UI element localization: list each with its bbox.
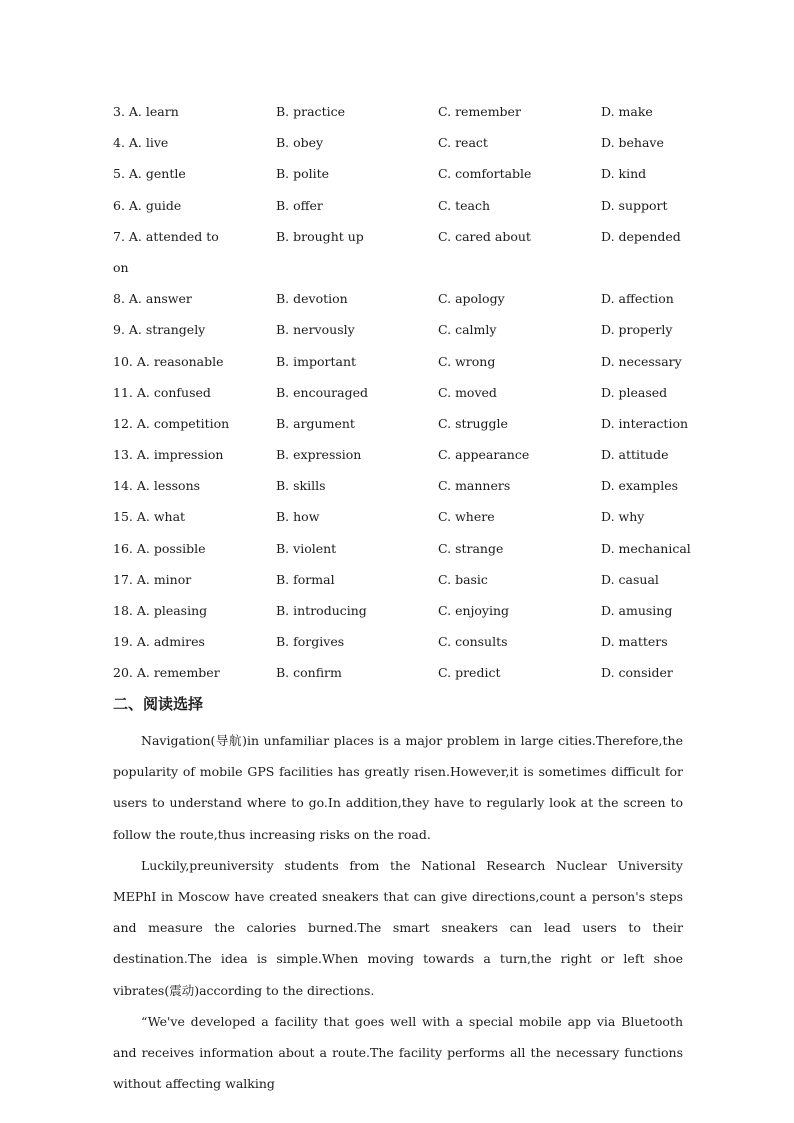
option-b: B. obey (276, 135, 324, 151)
option-d: D. pleased (601, 384, 668, 400)
option-b: B. confirm (276, 665, 342, 681)
question-row-9 (113, 319, 713, 350)
option-c: C. where (438, 509, 495, 525)
option-d: D. examples (601, 478, 679, 494)
option-c: C. react (438, 135, 488, 151)
option-a: 16. A. possible (113, 540, 206, 556)
option-b: B. encouraged (276, 384, 368, 400)
option-a: 8. A. answer (113, 291, 192, 307)
option-c: C. comfortable (438, 166, 532, 182)
option-d: D. depended (601, 228, 681, 244)
option-d-continuation: on (113, 259, 129, 275)
passage-paragraph: Luckily,preuniversity students from the National Research Nuclear University MEPhI in Moscow have created sneakers that can give directions,count a person's steps and measure the calories burned.The smart sneakers can lead users to their destination.The idea is simple.When moving towards a turn,the right or left shoe vibrates(震动)according to the directions. (113, 857, 683, 998)
option-d: D. why (601, 509, 645, 525)
option-b: B. polite (276, 166, 330, 182)
option-d: D. consider (601, 665, 673, 681)
option-c: C. manners (438, 478, 511, 494)
option-d: D. casual (601, 571, 659, 587)
option-a: 11. A. confused (113, 384, 211, 400)
option-c: C. cared about (438, 228, 531, 244)
option-c: C. calmly (438, 322, 497, 338)
option-c: C. teach (438, 197, 490, 213)
question-row-7 (113, 226, 713, 288)
option-b: B. how (276, 509, 320, 525)
question-row-4 (113, 132, 713, 163)
option-b: B. offer (276, 197, 323, 213)
option-c: C. remember (438, 104, 521, 119)
option-d: D. interaction (601, 415, 689, 431)
question-row-19 (113, 631, 713, 662)
option-c: C. struggle (438, 415, 508, 431)
option-a: 9. A. strangely (113, 322, 206, 338)
option-b: B. expression (276, 447, 362, 463)
answer-options-list (113, 101, 713, 694)
option-b: B. introducing (276, 603, 367, 619)
option-a: 18. A. pleasing (113, 603, 208, 619)
option-c: C. apology (438, 291, 505, 307)
question-row-11 (113, 382, 713, 413)
question-row-20 (113, 662, 713, 693)
option-b: B. formal (276, 571, 335, 587)
question-row-5 (113, 163, 713, 194)
question-row-14 (113, 475, 713, 506)
question-row-15 (113, 506, 713, 537)
option-c: C. appearance (438, 447, 530, 463)
question-row-8 (113, 288, 713, 319)
option-a: 10. A. reasonable (113, 353, 224, 369)
question-row-13 (113, 444, 713, 475)
option-d: D. properly (601, 322, 673, 338)
question-row-10 (113, 351, 713, 382)
option-b: B. important (276, 353, 357, 369)
question-row-16 (113, 538, 713, 569)
option-a: 5. A. gentle (113, 166, 186, 182)
option-a: 7. A. attended to (113, 228, 219, 244)
option-b: B. brought up (276, 228, 364, 244)
option-a: 12. A. competition (113, 415, 230, 431)
option-a: 6. A. guide (113, 197, 182, 213)
question-row-3 (113, 101, 713, 132)
option-b: B. violent (276, 540, 337, 556)
question-row-6 (113, 195, 713, 226)
option-b: B. skills (276, 478, 326, 494)
option-d: D. necessary (601, 353, 682, 369)
question-row-17 (113, 569, 713, 600)
option-d: D. mechanical (601, 540, 691, 556)
option-a: 17. A. minor (113, 571, 192, 587)
section-heading: 二、阅读选择 (113, 695, 204, 713)
option-b: B. argument (276, 415, 355, 431)
option-d: D. make (601, 104, 653, 119)
option-d: D. attitude (601, 447, 669, 463)
option-a: 20. A. remember (113, 665, 220, 681)
option-d: D. kind (601, 166, 647, 182)
option-c: C. strange (438, 540, 504, 556)
reading-passage (113, 725, 683, 1099)
passage-paragraph: “We've developed a facility that goes well with a special mobile app via Bluetooth and receives information about a route.The facility performs all the necessary functions without affecting walking (113, 1013, 683, 1092)
option-d: D. matters (601, 634, 668, 650)
option-d: D. affection (601, 291, 674, 307)
option-d: D. support (601, 197, 668, 213)
option-c: C. moved (438, 384, 497, 400)
option-c: C. basic (438, 571, 488, 587)
option-d: D. amusing (601, 603, 673, 619)
option-c: C. wrong (438, 353, 496, 369)
option-d: D. behave (601, 135, 664, 151)
option-b: B. nervously (276, 322, 355, 338)
passage-paragraph: Navigation(导航)in unfamiliar places is a major problem in large cities.Therefore,the popularity of mobile GPS facilities has greatly risen.However,it is sometimes difficult for users to understand where to go.In addition,they have to regularly look at the screen to follow the route,thus increasing risks on the road. (113, 733, 683, 842)
option-a: 3. A. learn (113, 104, 179, 119)
option-c: C. consults (438, 634, 508, 650)
option-a: 13. A. impression (113, 447, 224, 463)
option-c: C. predict (438, 665, 501, 681)
option-a: 4. A. live (113, 135, 169, 151)
option-b: B. practice (276, 104, 345, 119)
option-a: 19. A. admires (113, 634, 205, 650)
option-b: B. forgives (276, 634, 345, 650)
option-c: C. enjoying (438, 603, 510, 619)
question-row-18 (113, 600, 713, 631)
option-a: 14. A. lessons (113, 478, 201, 494)
option-a: 15. A. what (113, 509, 186, 525)
option-b: B. devotion (276, 291, 348, 307)
question-row-12 (113, 413, 713, 444)
